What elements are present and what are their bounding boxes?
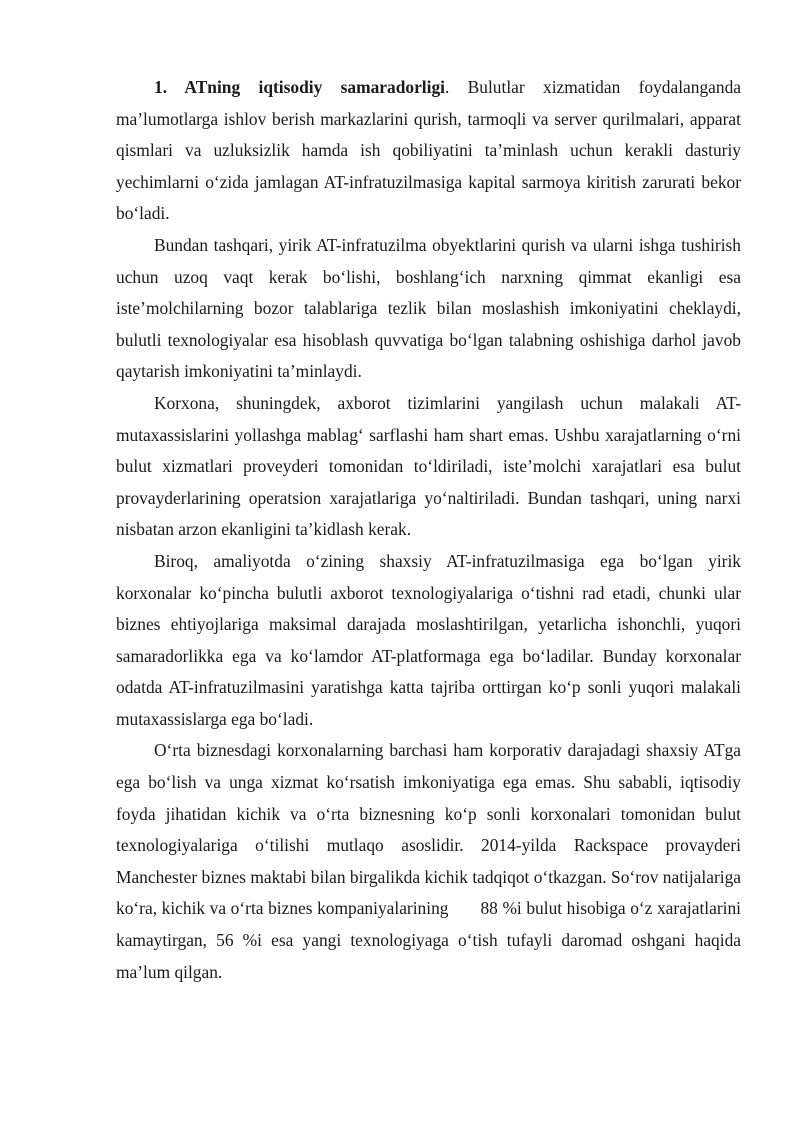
paragraph-5-text-continued: 88 %i bulut hisobiga o‘z xarajatlarini kamaytirgan, 56 %i esa yangi texnologiyaga o‘tish tufayli daromad oshgani haqida ma’lum qilgan. — [116, 898, 741, 982]
section-heading: 1. ATning iqtisodiy samaradorligi — [154, 77, 445, 97]
paragraph-4: Biroq, amaliyotda o‘zining shaxsiy AT-infratuzilmasiga ega bo‘lgan yirik korxonalar ko‘pincha bulutli axborot texnologiyalariga o‘tishni rad etadi, chunki ular biznes ehtiyojlariga maksimal darajada moslashtirilgan, yetarlicha ishonchli, yuqori samaradorlikka ega va ko‘lamdor AT-platformaga ega bo‘ladilar. Bunday korxonalar odatda AT-infratuzilmasini yaratishga katta tajriba orttirgan ko‘p sonli yuqori malakali mutaxassislarga ega bo‘ladi. — [116, 550, 741, 729]
paragraph-2: Bundan tashqari, yirik AT-infratuzilma obyektlarini qurish va ularni ishga tushirish uchun uzoq vaqt kerak bo‘lishi, boshlang‘ich narxning qimmat ekanligi esa iste’molchilarning bozor talablariga tezlik bilan moslashish imkoniyatini cheklaydi, bulutli texnologiyalar esa hisoblash quvvatiga bo‘lgan talabning oshishiga darhol javob qaytarish imkoniyatini ta’minlaydi. — [116, 234, 741, 382]
paragraph-5 — [116, 735, 741, 988]
paragraph-3: Korxona, shuningdek, axborot tizimlarini yangilash uchun malakali AT-mutaxassislarini yollashga mablag‘ sarflashi ham shart emas. Ushbu xarajatlarning o‘rni bulut xizmatlari proveyderi tomonidan to‘ldiriladi, iste’molchi xarajatlari esa bulut provayderlarining operatsion xarajatlariga yo‘naltiriladi. Bundan tashqari, uning narxi nisbatan arzon ekanligini ta’kidlash kerak. — [116, 392, 741, 540]
paragraph-1 — [116, 72, 741, 230]
paragraph-5-text: O‘rta biznesdagi korxonalarning barchasi ham korporativ darajadagi shaxsiy ATga ega bo‘lish va unga xizmat ko‘rsatish imkoniyatiga ega emas. Shu sababli, iqtisodiy foyda jihatidan kichik va o‘rta biznesning ko‘p sonli korxonalari tomonidan bulut texnologiyalariga o‘tilishi mutlaqo asoslidir. 2014-yilda Rackspace provayderi Manchester biznes maktabi bilan birgalikda kichik tadqiqot o‘tkazgan. So‘rov natijalariga ko‘ra, kichik va o‘rta biznes kompaniyalarining — [116, 740, 741, 919]
document-page — [116, 72, 741, 988]
paragraph-1-text: . Bulutlar xizmatidan foydalanganda ma’lumotlarga ishlov berish markazlarini qurish, tarmoqli va server qurilmalari, apparat qismlari va uzluksizlik hamda ish qobiliyatini ta’minlash uchun kerakli dasturiy yechimlarni o‘zida jamlagan AT-infratuzilmasiga kapital sarmoya kiritish zarurati bekor bo‘ladi. — [116, 77, 741, 224]
